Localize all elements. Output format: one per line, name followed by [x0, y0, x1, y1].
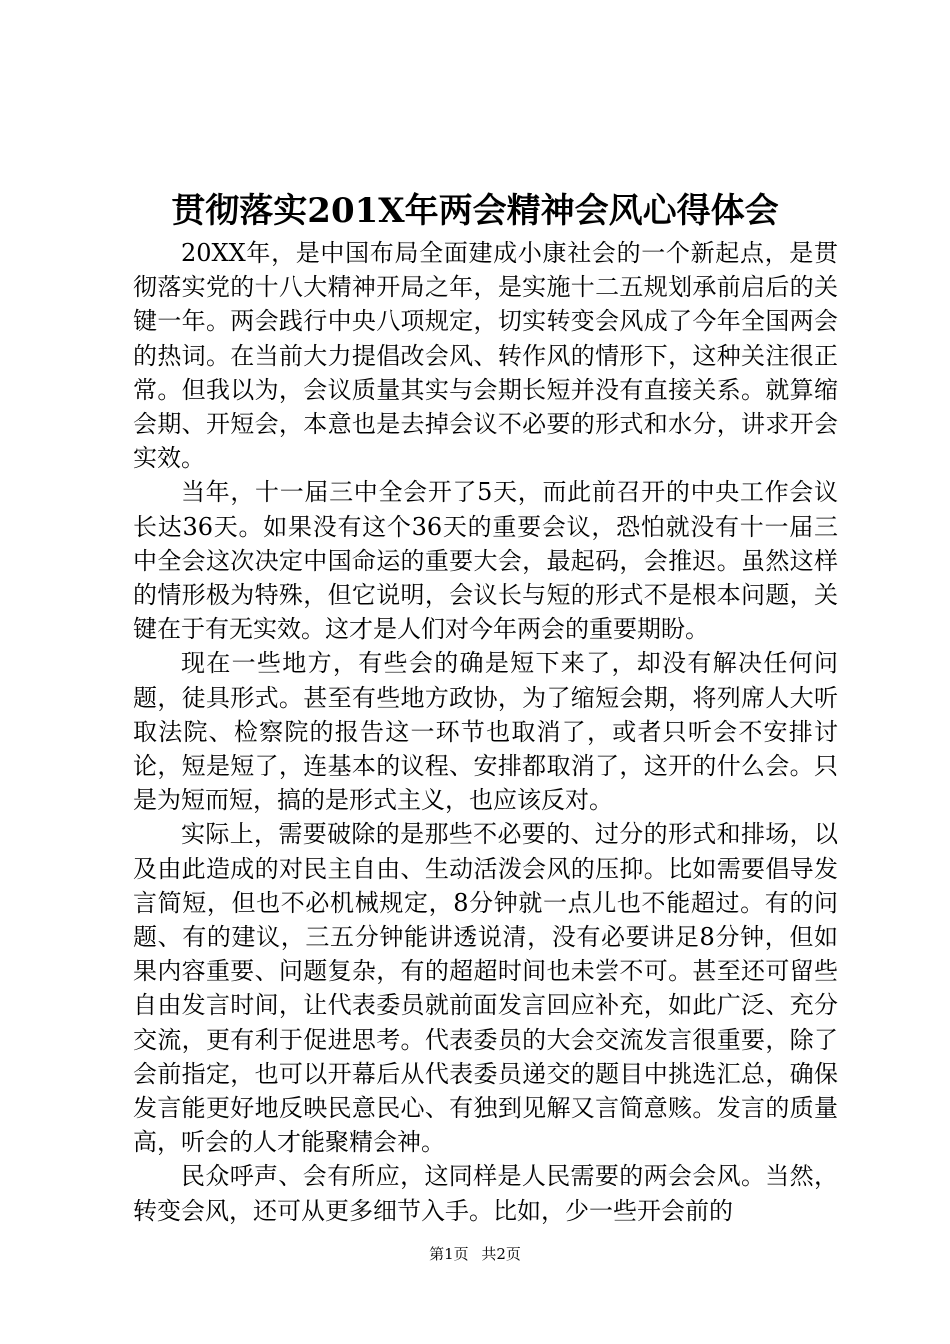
paragraph-4: 实际上，需要破除的是那些不必要的、过分的形式和排场，以及由此造成的对民主自由、生动活泼会风的压抑。比如需要倡导发言简短，但也不必机械规定，8分钟就一点儿也不能超过。有的问题、有的建议，三五分钟能讲透说清，没有必要讲足8分钟，但如果内容重要、问题复杂，有的超超时间也未尝不可。甚至还可留些自由发言时间，让代表委员就前面发言回应补充，如此广泛、充分交流，更有利于促进思考。代表委员的大会交流发言很重要，除了会前指定，也可以开幕后从代表委员递交的题目中挑选汇总，确保发言能更好地反映民意民心、有独到见解又言简意赅。发言的质量高，听会的人才能聚精会神。: [133, 820, 838, 1157]
paragraph-3: 现在一些地方，有些会的确是短下来了，却没有解决任何问题，徒具形式。甚至有些地方政协，为了缩短会期，将列席人大听取法院、检察院的报告这一环节也取消了，或者只听会不安排讨论，短是短了，连基本的议程、安排都取消了，这开的什么会。只是为短而短，搞的是形式主义，也应该反对。: [133, 649, 838, 815]
page-total: 共2页: [481, 1245, 521, 1263]
paragraph-1: 20XX年，是中国布局全面建成小康社会的一个新起点，是贯彻落实党的十八大精神开局之年，是实施十二五规划承前启后的关键一年。两会践行中央八项规定，切实转变会风成了今年全国两会的热词。在当前大力提倡改会风、转作风的情形下，这种关注很正常。但我以为，会议质量其实与会期长短并没有直接关系。就算缩会期、开短会，本意也是去掉会议不必要的形式和水分，讲求开会实效。: [133, 239, 838, 473]
paragraph-5: 民众呼声、会有所应，这同样是人民需要的两会会风。当然，转变会风，还可从更多细节入手。比如，少一些开会前的: [133, 1162, 838, 1225]
page-number: 第1页: [429, 1245, 469, 1263]
document-body: [133, 236, 838, 1228]
page-footer: [0, 1244, 950, 1264]
document-title: 贯彻落实201X年两会精神会风心得体会: [171, 191, 779, 231]
paragraph-2: 当年，十一届三中全会开了5天，而此前召开的中央工作会议长达36天。如果没有这个36天的重要会议，恐怕就没有十一届三中全会这次决定中国命运的重要大会，最起码，会推迟。虽然这样的情形极为特殊，但它说明，会议长与短的形式不是根本问题，关键在于有无实效。这才是人们对今年两会的重要期盼。: [133, 478, 838, 644]
